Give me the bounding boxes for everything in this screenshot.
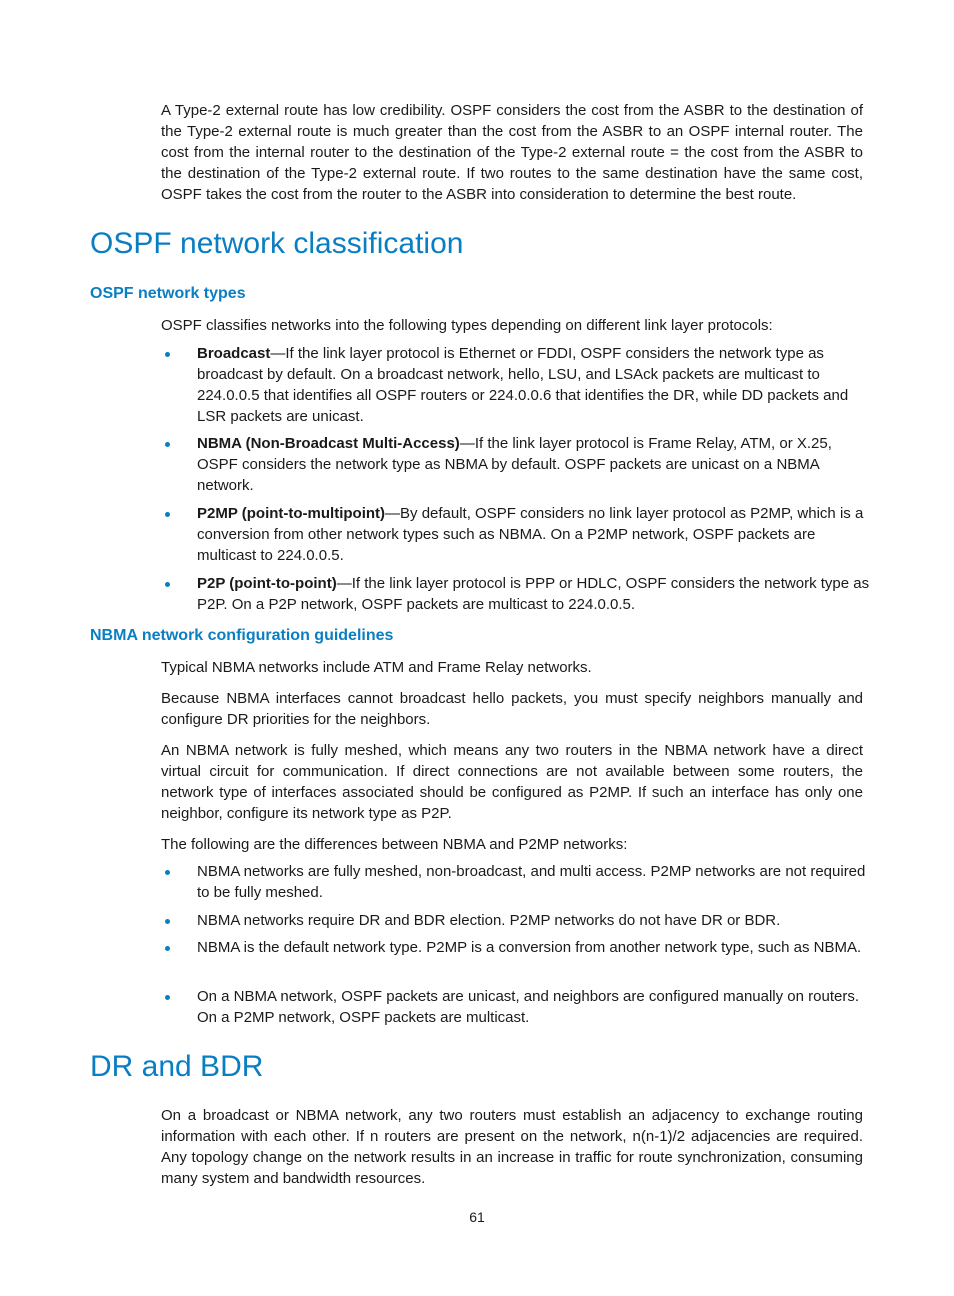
nbma-paragraph-3: An NBMA network is fully meshed, which means any two routers in the NBMA network have a direct virtual circuit for communication. If direct connections are not available between some routers, the network type of interfaces associated should be configured as P2MP. If such an interface has only one neighbor, configure its network type as P2P. [161,742,863,822]
bullet-item-nbma [161,433,871,496]
bullet-dot-icon [165,946,170,951]
bullet-term: NBMA (Non-Broadcast Multi-Access) [197,435,460,452]
bullet-item-broadcast [161,343,871,427]
difference-text: NBMA is the default network type. P2MP is a conversion from another network type, such as NBMA. [197,939,862,956]
section-title-dr-and-bdr: DR and BDR [90,1050,264,1083]
section-title-ospf-network-classification: OSPF network classification [90,227,464,260]
bullet-term: P2MP (point-to-multipoint) [197,505,386,522]
bullet-term: Broadcast [197,345,271,362]
bullet-dot-icon [165,919,170,924]
difference-text: NBMA networks are fully meshed, non-broadcast, and multi access. P2MP networks are not required to be fully meshed. [197,863,866,901]
difference-item [161,861,871,903]
bullet-dot-icon [165,512,170,517]
difference-item [161,986,871,1028]
nbma-paragraph-2: Because NBMA interfaces cannot broadcast hello packets, you must specify neighbors manually and configure DR priorities for the neighbors. [161,690,863,728]
bullet-dot-icon [165,995,170,1000]
bullet-text: —If the link layer protocol is PPP or HDLC, OSPF considers the network type as P2P. On a P2P network, OSPF packets are multicast to 224.0.0.5. [197,575,870,613]
bullet-text: —If the link layer protocol is Frame Relay, ATM, or X.25, OSPF considers the network type as NBMA by default. OSPF packets are unicast on a NBMA network. [197,435,832,494]
intro-paragraph: A Type-2 external route has low credibility. OSPF considers the cost from the ASBR to the destination of the Type-2 external route is much greater than the cost from the ASBR to an OSPF internal router. The cost from the internal router to the destination of the Type-2 external route = the cost from the ASBR to the destination of the Type-2 external route. If two routes to the same destination have the same cost, OSPF takes the cost from the router to the ASBR into consideration to determine the best route. [161,102,863,203]
bullet-dot-icon [165,352,170,357]
bullet-dot-icon [165,582,170,587]
nbma-paragraph-4: The following are the differences between NBMA and P2MP networks: [161,836,628,853]
bullet-item-p2p [161,573,871,615]
dr-bdr-paragraph: On a broadcast or NBMA network, any two routers must establish an adjacency to exchange routing information with each other. If n routers are present on the network, n(n-1)/2 adjacencies are required. Any topology change on the network results in an increase in traffic for route synchronization, consuming many system and bandwidth resources. [161,1107,863,1187]
bullet-dot-icon [165,442,170,447]
bullet-item-p2mp [161,503,871,566]
difference-item [161,937,871,958]
nbma-paragraph-1: Typical NBMA networks include ATM and Frame Relay networks. [161,659,592,676]
difference-item [161,910,871,931]
network-types-lead: OSPF classifies networks into the following types depending on different link layer protocols: [161,317,773,334]
subsection-title-nbma-guidelines: NBMA network configuration guidelines [90,627,394,644]
bullet-text: —If the link layer protocol is Ethernet or FDDI, OSPF considers the network type as broadcast by default. On a broadcast network, hello, LSU, and LSAck packets are multicast to 224.0.0.5 that identifies all OSPF routers or 224.0.0.6 that identifies the DR, while DD packets and LSR packets are unicast. [197,345,849,425]
bullet-text: —By default, OSPF considers no link layer protocol as P2MP, which is a conversion from other network types such as NBMA. On a P2MP network, OSPF packets are multicast to 224.0.0.5. [197,505,864,564]
difference-text: On a NBMA network, OSPF packets are unicast, and neighbors are configured manually on routers. On a P2MP network, OSPF packets are multicast. [197,988,860,1026]
difference-text: NBMA networks require DR and BDR election. P2MP networks do not have DR or BDR. [197,912,781,929]
page-number: 61 [469,1209,485,1225]
bullet-term: P2P (point-to-point) [197,575,337,592]
bullet-dot-icon [165,870,170,875]
subsection-title-ospf-network-types: OSPF network types [90,285,246,302]
